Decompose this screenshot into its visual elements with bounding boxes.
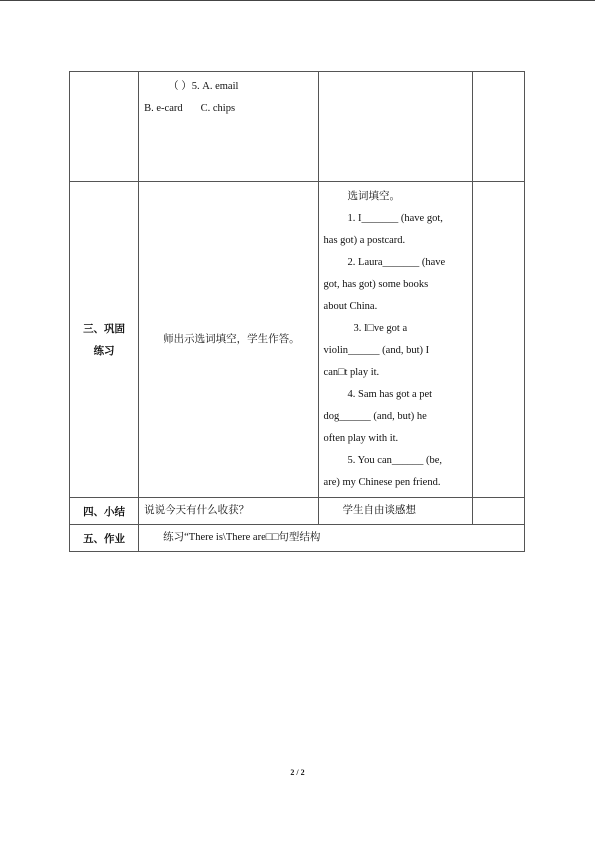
practice-line: violin______ (and, but) I <box>323 345 430 356</box>
practice-line: 4. Sam has got a pet <box>347 389 433 400</box>
notes-cell-practice <box>472 182 524 498</box>
page-number: 2 / 2 <box>290 768 305 777</box>
table-row-previous <box>70 72 525 182</box>
practice-line: can□t play it. <box>323 367 380 378</box>
practice-line: 3. I□ve got a <box>353 323 408 334</box>
teacher-activity-summary: 说说今天有什么收获？ <box>139 498 318 525</box>
student-activity-summary: 学生自由谈感想 <box>318 498 472 525</box>
practice-line: got, has got) some books <box>323 279 429 290</box>
practice-line: 选词填空。 <box>347 191 401 202</box>
practice-line: dog______ (and, but) he <box>323 411 427 422</box>
activity-cell <box>139 72 318 182</box>
section-practice-line1: 三、巩固 <box>83 322 126 335</box>
practice-line: has got) a postcard. <box>323 235 406 246</box>
section-practice <box>70 182 139 498</box>
exercise-5-line: （ ）5. A. email <box>168 81 239 92</box>
top-rule <box>0 0 595 1</box>
practice-line: 1. I_______ (have got, <box>347 213 443 224</box>
practice-line: often play with it. <box>323 433 399 444</box>
lesson-plan-table <box>69 71 525 552</box>
notes-cell-summary <box>472 498 524 525</box>
student-cell-empty <box>318 72 472 182</box>
table-row-practice <box>70 182 525 498</box>
notes-cell-empty <box>472 72 524 182</box>
teacher-activity-practice: 师出示选词填空，学生作答。 <box>139 182 318 498</box>
table-row-summary <box>70 498 525 525</box>
section-summary: 四、小结 <box>70 498 139 525</box>
homework-content: 练习“There is\There are□□句型结构 <box>139 525 525 552</box>
section-homework: 五、作业 <box>70 525 139 552</box>
exercise-5-options: B. e-card C. chips <box>144 103 236 114</box>
section-cell-empty <box>70 72 139 182</box>
practice-line: 2. Laura_______ (have <box>347 257 446 268</box>
table-row-homework <box>70 525 525 552</box>
student-activity-practice <box>318 182 472 498</box>
practice-line: about China. <box>323 301 378 312</box>
section-practice-line2: 练习 <box>93 344 115 357</box>
practice-line: 5. You can______ (be, <box>347 455 443 466</box>
practice-line: are) my Chinese pen friend. <box>323 477 441 488</box>
